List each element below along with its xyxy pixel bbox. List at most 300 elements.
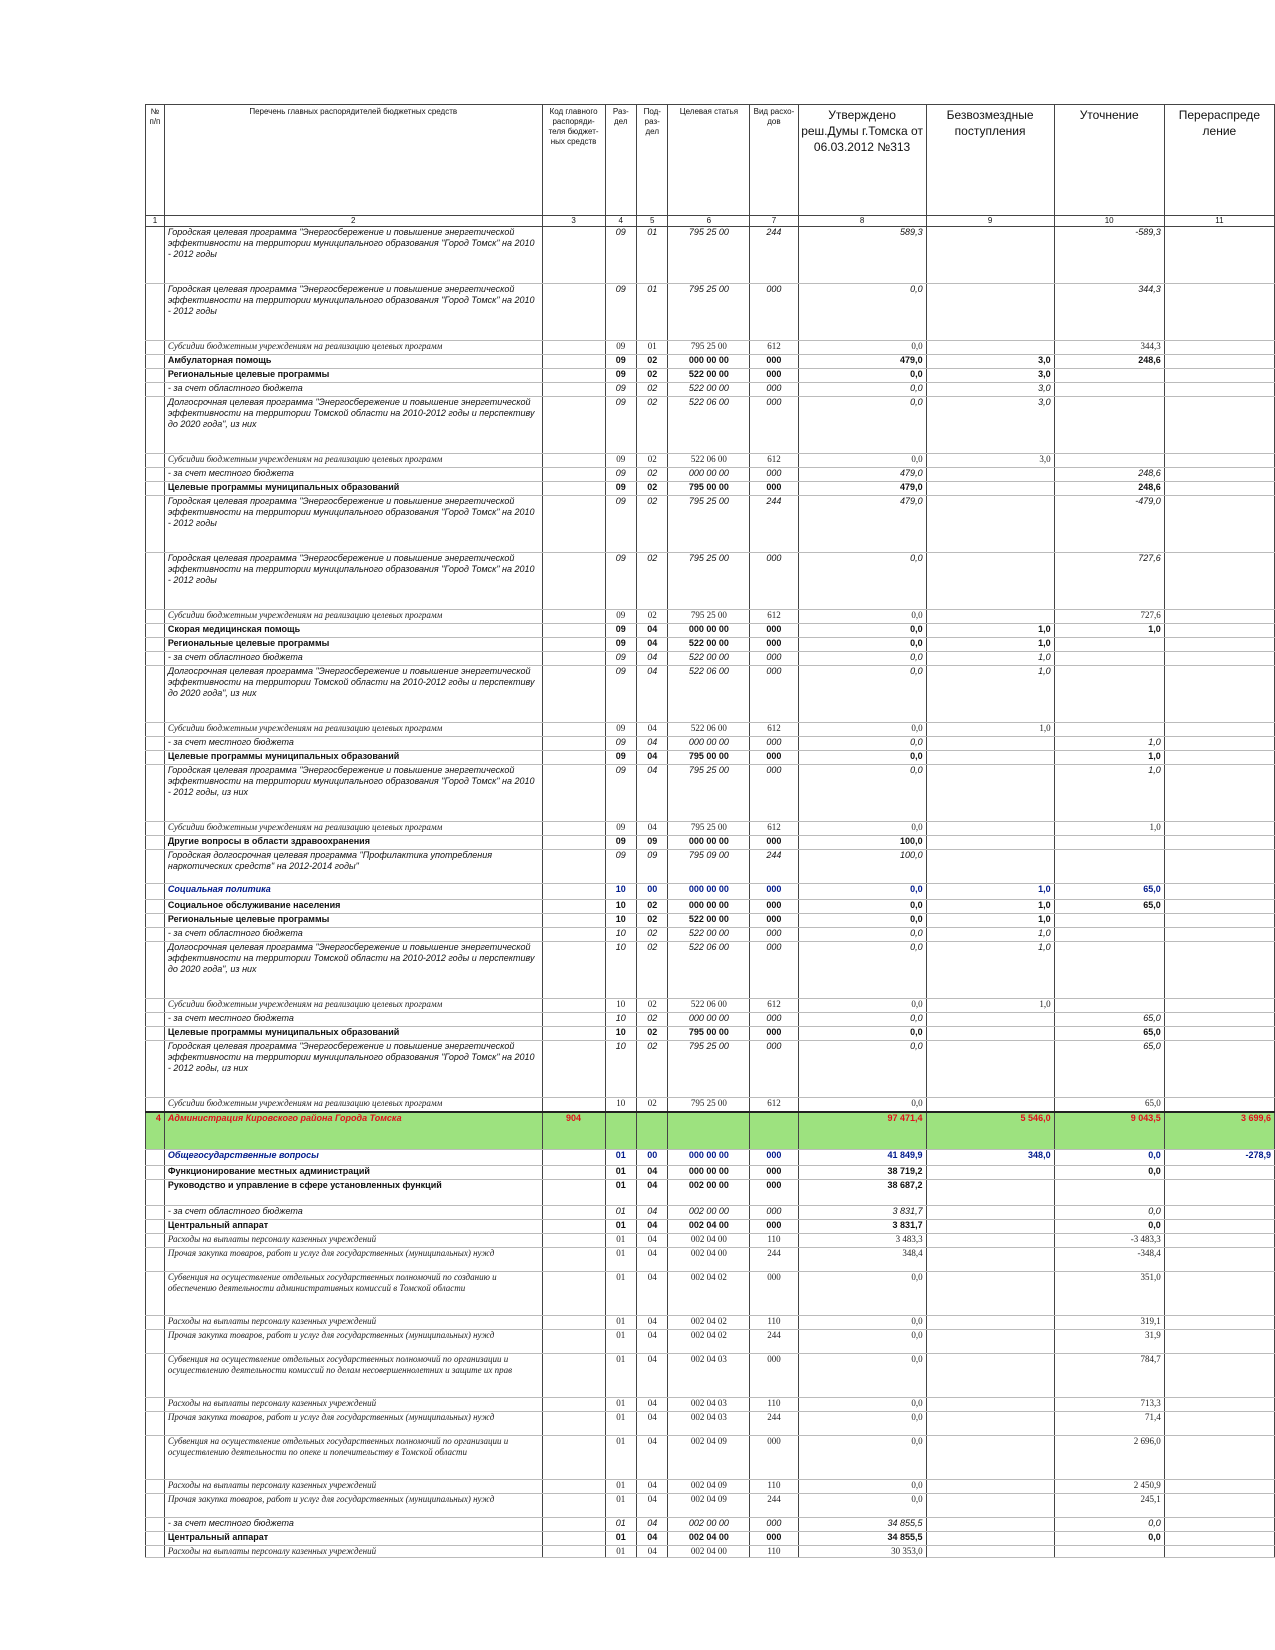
row-number [146, 1316, 165, 1330]
row-redistribution [1164, 355, 1274, 369]
row-approved: 97 471,4 [798, 1112, 926, 1150]
row-name: Социальное обслуживание населения [164, 900, 542, 914]
row-clarification: 65,0 [1054, 1013, 1164, 1027]
row-expense-type: 000 [750, 836, 798, 850]
row-grants [926, 751, 1054, 765]
row-target-article: 522 06 00 [668, 942, 750, 999]
row-grants [926, 1330, 1054, 1354]
header-num: № п/п [146, 105, 165, 216]
row-name: Расходы на выплаты персоналу казенных учреждений [164, 1234, 542, 1248]
row-clarification: 1,0 [1054, 624, 1164, 638]
row-approved: 0,0 [798, 1480, 926, 1494]
row-clarification [1054, 638, 1164, 652]
row-code [542, 900, 605, 914]
row-razdel: 10 [605, 1041, 636, 1098]
row-razdel: 09 [605, 496, 636, 553]
row-razdel: 01 [605, 1166, 636, 1180]
row-target-article: 795 25 00 [668, 496, 750, 553]
row-razdel: 09 [605, 737, 636, 751]
row-razdel: 09 [605, 723, 636, 737]
row-redistribution [1164, 1234, 1274, 1248]
row-redistribution [1164, 1532, 1274, 1546]
row-podrazdel: 04 [637, 652, 668, 666]
column-number: 6 [668, 216, 750, 227]
row-target-article: 000 00 00 [668, 624, 750, 638]
row-number [146, 836, 165, 850]
row-approved: 0,0 [798, 1354, 926, 1398]
row-clarification [1054, 928, 1164, 942]
row-target-article: 522 06 00 [668, 666, 750, 723]
column-number: 5 [637, 216, 668, 227]
row-clarification: 65,0 [1054, 1041, 1164, 1098]
row-target-article: 522 00 00 [668, 369, 750, 383]
row-approved: 41 849,9 [798, 1150, 926, 1166]
row-redistribution [1164, 454, 1274, 468]
row-podrazdel: 04 [637, 666, 668, 723]
row-name: - за счет областного бюджета [164, 928, 542, 942]
row-razdel: 10 [605, 1013, 636, 1027]
row-podrazdel: 02 [637, 383, 668, 397]
row-grants: 1,0 [926, 942, 1054, 999]
table-row [146, 355, 1275, 369]
row-target-article: 000 00 00 [668, 737, 750, 751]
row-podrazdel: 04 [637, 1494, 668, 1518]
row-expense-type: 000 [750, 751, 798, 765]
row-expense-type: 000 [750, 652, 798, 666]
header-razdel: Раз-дел [605, 105, 636, 216]
row-podrazdel: 04 [637, 1436, 668, 1480]
row-grants [926, 1518, 1054, 1532]
row-razdel: 01 [605, 1234, 636, 1248]
row-code [542, 822, 605, 836]
row-expense-type: 612 [750, 454, 798, 468]
row-podrazdel: 00 [637, 884, 668, 900]
row-number [146, 383, 165, 397]
row-target-article: 795 25 00 [668, 765, 750, 822]
row-name: Субсидии бюджетным учреждениям на реализацию целевых программ [164, 999, 542, 1013]
row-number [146, 1150, 165, 1166]
row-redistribution [1164, 822, 1274, 836]
table-row [146, 928, 1275, 942]
row-podrazdel: 02 [637, 468, 668, 482]
row-approved: 0,0 [798, 900, 926, 914]
row-number [146, 284, 165, 341]
row-target-article: 002 04 09 [668, 1494, 750, 1518]
table-row [146, 836, 1275, 850]
row-approved: 0,0 [798, 765, 926, 822]
table-row [146, 482, 1275, 496]
row-approved: 0,0 [798, 1436, 926, 1480]
row-number [146, 1532, 165, 1546]
row-grants: 348,0 [926, 1150, 1054, 1166]
row-redistribution [1164, 610, 1274, 624]
row-podrazdel: 02 [637, 900, 668, 914]
row-code [542, 737, 605, 751]
row-code [542, 1180, 605, 1206]
row-redistribution [1164, 1248, 1274, 1272]
row-number [146, 751, 165, 765]
row-target-article: 522 00 00 [668, 638, 750, 652]
row-razdel: 09 [605, 822, 636, 836]
row-podrazdel: 04 [637, 1354, 668, 1398]
row-grants: 1,0 [926, 914, 1054, 928]
row-redistribution [1164, 1494, 1274, 1518]
row-name: Долгосрочная целевая программа "Энергосбережение и повышение энергетической эффективности на территории Томской области на 2010-2012 годы и перспективу до 2020 года", из них [164, 397, 542, 454]
row-approved: 479,0 [798, 482, 926, 496]
row-expense-type: 000 [750, 1436, 798, 1480]
row-redistribution [1164, 850, 1274, 884]
row-clarification: 0,0 [1054, 1166, 1164, 1180]
row-expense-type: 110 [750, 1398, 798, 1412]
row-code [542, 765, 605, 822]
table-row [146, 884, 1275, 900]
row-target-article: 522 06 00 [668, 397, 750, 454]
row-grants [926, 1272, 1054, 1316]
table-row [146, 341, 1275, 355]
row-redistribution [1164, 723, 1274, 737]
row-approved: 0,0 [798, 284, 926, 341]
row-code [542, 610, 605, 624]
row-approved: 0,0 [798, 1013, 926, 1027]
row-redistribution [1164, 1180, 1274, 1206]
row-podrazdel: 04 [637, 737, 668, 751]
row-razdel: 09 [605, 454, 636, 468]
row-redistribution [1164, 914, 1274, 928]
table-row [146, 914, 1275, 928]
table-row [146, 610, 1275, 624]
row-clarification: 1,0 [1054, 765, 1164, 822]
row-target-article: 795 25 00 [668, 1041, 750, 1098]
row-expense-type: 612 [750, 1098, 798, 1112]
row-approved: 38 719,2 [798, 1166, 926, 1180]
row-approved: 0,0 [798, 751, 926, 765]
table-row [146, 1150, 1275, 1166]
row-target-article: 795 25 00 [668, 822, 750, 836]
row-clarification: 65,0 [1054, 1027, 1164, 1041]
row-name: - за счет местного бюджета [164, 737, 542, 751]
row-podrazdel: 02 [637, 999, 668, 1013]
row-target-article: 002 04 03 [668, 1412, 750, 1436]
row-approved: 0,0 [798, 1316, 926, 1330]
row-target-article: 000 00 00 [668, 1166, 750, 1180]
row-code [542, 397, 605, 454]
row-podrazdel: 04 [637, 1546, 668, 1558]
row-code [542, 999, 605, 1013]
row-podrazdel: 04 [637, 822, 668, 836]
row-razdel: 09 [605, 369, 636, 383]
row-code [542, 1532, 605, 1546]
row-name: Расходы на выплаты персоналу казенных учреждений [164, 1546, 542, 1558]
table-row [146, 942, 1275, 999]
row-razdel: 01 [605, 1220, 636, 1234]
row-razdel: 10 [605, 1027, 636, 1041]
row-expense-type: 000 [750, 900, 798, 914]
row-podrazdel: 02 [637, 369, 668, 383]
row-code [542, 1494, 605, 1518]
row-podrazdel: 02 [637, 553, 668, 610]
row-razdel: 01 [605, 1354, 636, 1398]
row-redistribution [1164, 884, 1274, 900]
row-redistribution [1164, 1166, 1274, 1180]
row-expense-type: 612 [750, 610, 798, 624]
header-expense-type: Вид расхо-дов [750, 105, 798, 216]
table-row [146, 454, 1275, 468]
row-target-article: 000 00 00 [668, 900, 750, 914]
row-expense-type: 000 [750, 624, 798, 638]
row-code [542, 1248, 605, 1272]
row-name: Субсидии бюджетным учреждениям на реализацию целевых программ [164, 454, 542, 468]
row-grants [926, 1098, 1054, 1112]
row-code [542, 1013, 605, 1027]
row-redistribution [1164, 369, 1274, 383]
row-approved: 0,0 [798, 1494, 926, 1518]
row-number [146, 1166, 165, 1180]
row-number [146, 666, 165, 723]
row-number [146, 1248, 165, 1272]
row-grants [926, 1412, 1054, 1436]
row-target-article: 000 00 00 [668, 468, 750, 482]
row-code [542, 1272, 605, 1316]
row-redistribution [1164, 1098, 1274, 1112]
row-target-article: 002 00 00 [668, 1206, 750, 1220]
row-redistribution [1164, 836, 1274, 850]
row-code [542, 1398, 605, 1412]
row-expense-type: 000 [750, 383, 798, 397]
row-name: Субсидии бюджетным учреждениям на реализацию целевых программ [164, 822, 542, 836]
row-podrazdel: 04 [637, 1206, 668, 1220]
row-code [542, 284, 605, 341]
row-redistribution [1164, 383, 1274, 397]
row-approved: 0,0 [798, 383, 926, 397]
row-code [542, 1330, 605, 1354]
row-approved: 0,0 [798, 723, 926, 737]
row-podrazdel: 02 [637, 454, 668, 468]
row-expense-type: 000 [750, 1532, 798, 1546]
row-redistribution [1164, 341, 1274, 355]
row-expense-type: 110 [750, 1480, 798, 1494]
row-code [542, 850, 605, 884]
row-code [542, 1546, 605, 1558]
row-redistribution [1164, 1206, 1274, 1220]
row-grants: 3,0 [926, 383, 1054, 397]
row-number [146, 1398, 165, 1412]
row-approved: 3 483,3 [798, 1234, 926, 1248]
row-razdel: 09 [605, 751, 636, 765]
row-razdel: 01 [605, 1180, 636, 1206]
row-expense-type: 000 [750, 1150, 798, 1166]
row-podrazdel: 01 [637, 284, 668, 341]
row-grants: 1,0 [926, 884, 1054, 900]
row-razdel: 01 [605, 1518, 636, 1532]
row-approved: 38 687,2 [798, 1180, 926, 1206]
row-target-article: 002 00 00 [668, 1180, 750, 1206]
row-name: Субвенция на осуществление отдельных государственных полномочий по организации и осуществлению деятельности по опеке и попечительству в Томской области [164, 1436, 542, 1480]
row-number [146, 1272, 165, 1316]
table-row [146, 284, 1275, 341]
table-header [146, 105, 1275, 227]
row-redistribution [1164, 737, 1274, 751]
row-approved: 0,0 [798, 822, 926, 836]
row-name: - за счет областного бюджета [164, 652, 542, 666]
row-expense-type: 000 [750, 468, 798, 482]
row-redistribution: -278,9 [1164, 1150, 1274, 1166]
row-code [542, 454, 605, 468]
row-clarification: 727,6 [1054, 553, 1164, 610]
row-redistribution [1164, 1518, 1274, 1532]
row-approved: 0,0 [798, 1330, 926, 1354]
row-clarification: -479,0 [1054, 496, 1164, 553]
row-name: Субсидии бюджетным учреждениям на реализацию целевых программ [164, 723, 542, 737]
row-clarification: 713,3 [1054, 1398, 1164, 1412]
row-clarification: 784,7 [1054, 1354, 1164, 1398]
row-approved: 479,0 [798, 496, 926, 553]
row-podrazdel: 02 [637, 928, 668, 942]
row-grants [926, 468, 1054, 482]
row-approved: 0,0 [798, 624, 926, 638]
row-podrazdel: 01 [637, 341, 668, 355]
row-code [542, 1234, 605, 1248]
row-expense-type: 000 [750, 1206, 798, 1220]
table-row [146, 1098, 1275, 1112]
row-clarification: -348,4 [1054, 1248, 1164, 1272]
row-number [146, 1546, 165, 1558]
row-razdel: 09 [605, 227, 636, 284]
row-name: Скорая медицинская помощь [164, 624, 542, 638]
row-target-article: 000 00 00 [668, 836, 750, 850]
row-podrazdel: 02 [637, 1098, 668, 1112]
column-number: 1 [146, 216, 165, 227]
table-row [146, 1316, 1275, 1330]
row-approved: 0,0 [798, 1412, 926, 1436]
table-row [146, 723, 1275, 737]
row-clarification: 0,0 [1054, 1518, 1164, 1532]
row-razdel: 10 [605, 900, 636, 914]
row-code [542, 1150, 605, 1166]
table-row [146, 1013, 1275, 1027]
row-expense-type: 000 [750, 765, 798, 822]
row-name: - за счет областного бюджета [164, 1206, 542, 1220]
row-redistribution [1164, 284, 1274, 341]
row-grants [926, 227, 1054, 284]
row-number [146, 850, 165, 884]
row-clarification [1054, 914, 1164, 928]
row-expense-type: 000 [750, 1220, 798, 1234]
row-name: Субсидии бюджетным учреждениям на реализацию целевых программ [164, 341, 542, 355]
row-clarification [1054, 369, 1164, 383]
row-razdel: 10 [605, 914, 636, 928]
row-code [542, 369, 605, 383]
row-clarification: 248,6 [1054, 355, 1164, 369]
table-row [146, 1518, 1275, 1532]
row-redistribution [1164, 1041, 1274, 1098]
row-clarification [1054, 723, 1164, 737]
row-number [146, 454, 165, 468]
row-podrazdel: 04 [637, 1180, 668, 1206]
row-code [542, 914, 605, 928]
column-number: 7 [750, 216, 798, 227]
row-target-article: 002 04 09 [668, 1436, 750, 1480]
row-podrazdel: 04 [637, 723, 668, 737]
row-podrazdel: 02 [637, 942, 668, 999]
row-number [146, 1013, 165, 1027]
row-redistribution [1164, 1316, 1274, 1330]
row-number [146, 822, 165, 836]
table-row [146, 1027, 1275, 1041]
row-code [542, 227, 605, 284]
row-approved: 0,0 [798, 1272, 926, 1316]
row-target-article: 000 00 00 [668, 355, 750, 369]
row-number [146, 638, 165, 652]
column-number: 10 [1054, 216, 1164, 227]
row-approved: 0,0 [798, 553, 926, 610]
row-redistribution [1164, 638, 1274, 652]
row-razdel: 10 [605, 884, 636, 900]
row-razdel: 10 [605, 928, 636, 942]
table-row [146, 737, 1275, 751]
row-clarification [1054, 652, 1164, 666]
row-target-article: 522 06 00 [668, 723, 750, 737]
row-name: Долгосрочная целевая программа "Энергосбережение и повышение энергетической эффективности на территории Томской области на 2010-2012 годы и перспективу до 2020 года", из них [164, 942, 542, 999]
row-grants [926, 482, 1054, 496]
table-row [146, 553, 1275, 610]
row-clarification [1054, 454, 1164, 468]
table-row [146, 397, 1275, 454]
row-razdel [605, 1112, 636, 1150]
row-approved: 0,0 [798, 369, 926, 383]
row-razdel: 01 [605, 1150, 636, 1166]
column-number: 9 [926, 216, 1054, 227]
row-approved: 0,0 [798, 341, 926, 355]
row-target-article: 522 00 00 [668, 652, 750, 666]
row-code [542, 723, 605, 737]
table-row [146, 822, 1275, 836]
row-target-article: 522 00 00 [668, 928, 750, 942]
row-razdel: 10 [605, 1098, 636, 1112]
row-podrazdel: 02 [637, 1027, 668, 1041]
row-number [146, 999, 165, 1013]
table-row [146, 496, 1275, 553]
row-name: Прочая закупка товаров, работ и услуг для государственных (муниципальных) нужд [164, 1330, 542, 1354]
row-redistribution [1164, 751, 1274, 765]
row-redistribution [1164, 942, 1274, 999]
row-approved: 0,0 [798, 1041, 926, 1098]
row-redistribution [1164, 397, 1274, 454]
row-target-article: 795 00 00 [668, 751, 750, 765]
row-grants: 3,0 [926, 454, 1054, 468]
row-grants [926, 1234, 1054, 1248]
row-redistribution [1164, 1480, 1274, 1494]
table-row [146, 751, 1275, 765]
row-razdel: 09 [605, 397, 636, 454]
row-grants: 1,0 [926, 652, 1054, 666]
row-number [146, 737, 165, 751]
row-approved: 34 855,5 [798, 1532, 926, 1546]
row-clarification [1054, 942, 1164, 999]
row-approved: 0,0 [798, 1398, 926, 1412]
row-name: Амбулаторная помощь [164, 355, 542, 369]
row-approved: 3 831,7 [798, 1206, 926, 1220]
row-razdel: 01 [605, 1546, 636, 1558]
row-code [542, 496, 605, 553]
row-number [146, 942, 165, 999]
row-clarification: -589,3 [1054, 227, 1164, 284]
table-row [146, 1546, 1275, 1558]
row-target-article: 002 04 03 [668, 1354, 750, 1398]
row-name: Региональные целевые программы [164, 914, 542, 928]
row-name: Региональные целевые программы [164, 638, 542, 652]
row-approved: 0,0 [798, 638, 926, 652]
row-podrazdel: 04 [637, 751, 668, 765]
